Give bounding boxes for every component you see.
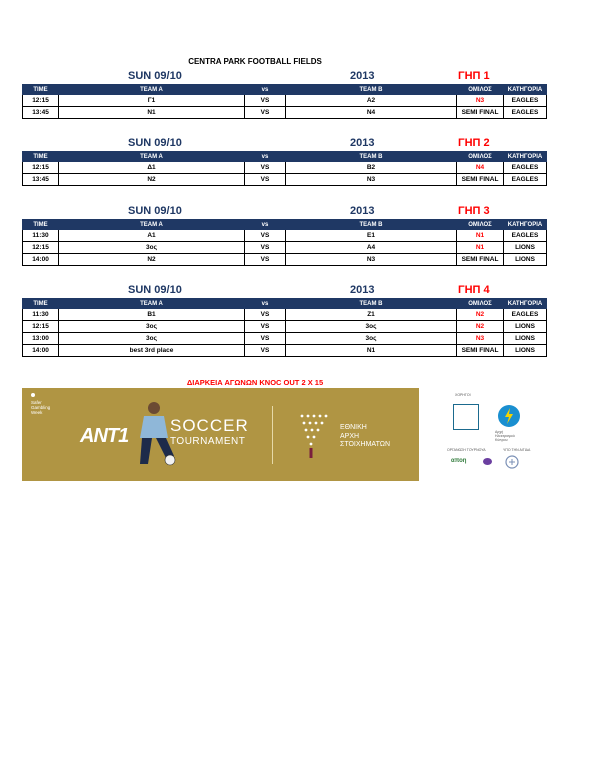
match-date: SUN 09/10 (128, 70, 182, 82)
column-header-group: ΟΜΙΛΟΣ (457, 299, 504, 309)
table-row (23, 230, 547, 242)
cell-vs: VS (245, 321, 286, 333)
column-header-group: ΟΜΙΛΟΣ (457, 220, 504, 230)
cell-group: N2 (457, 309, 504, 321)
match-date: SUN 09/10 (128, 137, 182, 149)
cell-time: 12:15 (23, 95, 59, 107)
organizer-logo-2 (483, 458, 492, 465)
table-row (23, 345, 547, 357)
cell-team-a: A1 (59, 230, 245, 242)
column-header-team-a: TEAM A (59, 299, 245, 309)
eac-logo (497, 404, 521, 428)
cell-vs: VS (245, 174, 286, 186)
column-header-category: ΚΑΤΗΓΟΡΙΑ (504, 299, 547, 309)
match-year: 2013 (350, 137, 375, 149)
cell-team-a: 3ος (59, 333, 245, 345)
table-header-row (23, 85, 547, 95)
cell-category: EAGLES (504, 174, 547, 186)
cell-vs: VS (245, 345, 286, 357)
cell-team-b: N3 (286, 254, 457, 266)
cell-team-b: N3 (286, 174, 457, 186)
pitch-label: ΓΗΠ 2 (458, 137, 490, 149)
cell-time: 14:00 (23, 254, 59, 266)
cell-team-b: A2 (286, 95, 457, 107)
cell-group: N3 (457, 333, 504, 345)
cell-vs: VS (245, 230, 286, 242)
column-header-category: ΚΑΤΗΓΟΡΙΑ (504, 152, 547, 162)
match-date: SUN 09/10 (128, 284, 182, 296)
cell-team-a: N2 (59, 174, 245, 186)
under-auspices-label: ΥΠΟ ΤΗΝ ΑΙΓΙΔΑ (503, 448, 531, 452)
page-title: CENTRA PARK FOOTBALL FIELDS (188, 57, 322, 66)
knockout-duration-note: ΔΙΑΡΚΕΙΑ ΑΓΩΝΩΝ ΚΝΟC OUT 2 X 15 (186, 378, 324, 387)
match-block (22, 205, 543, 266)
match-year: 2013 (350, 205, 375, 217)
cell-group: SEMI FINAL (457, 254, 504, 266)
column-header-team-b: TEAM B (286, 85, 457, 95)
organizer-logo: αποη (451, 458, 467, 464)
match-table (22, 298, 547, 357)
sponsors-panel (419, 388, 540, 481)
cell-team-b: N4 (286, 107, 457, 119)
cell-group: N4 (457, 162, 504, 174)
cell-team-a: B1 (59, 309, 245, 321)
column-header-time: TIME (23, 152, 59, 162)
cell-team-a: Δ1 (59, 162, 245, 174)
cell-group: N1 (457, 230, 504, 242)
cell-time: 13:45 (23, 107, 59, 119)
table-row (23, 254, 547, 266)
column-header-team-b: TEAM B (286, 152, 457, 162)
cell-time: 11:30 (23, 309, 59, 321)
cell-group: SEMI FINAL (457, 174, 504, 186)
ministry-logo (505, 455, 519, 469)
cell-time: 11:30 (23, 230, 59, 242)
sponsors-label: ΧΟΡΗΓΟΙ (455, 393, 471, 397)
cell-team-b: E1 (286, 230, 457, 242)
column-header-vs: vs (245, 220, 286, 230)
eac-text: Αρχή Ηλεκτρισμού Κύπρου (495, 430, 515, 442)
cell-group: N1 (457, 242, 504, 254)
cell-category: EAGLES (504, 162, 547, 174)
column-header-vs: vs (245, 152, 286, 162)
cell-team-b: Z1 (286, 309, 457, 321)
national-betting-authority-emblem (294, 410, 338, 460)
cell-team-a: N1 (59, 107, 245, 119)
column-header-team-a: TEAM A (59, 152, 245, 162)
soccer-wordmark: SOCCER (170, 416, 249, 435)
cell-team-b: B2 (286, 162, 457, 174)
cell-category: LIONS (504, 242, 547, 254)
table-row (23, 242, 547, 254)
column-header-team-b: TEAM B (286, 299, 457, 309)
cell-vs: VS (245, 95, 286, 107)
table-header-row (23, 152, 547, 162)
column-header-time: TIME (23, 220, 59, 230)
organizer-label: ΟΡΓΑΝΩΣΗ ΤΟΥΡΝΟΥΑ (447, 448, 486, 452)
cell-vs: VS (245, 333, 286, 345)
cell-vs: VS (245, 254, 286, 266)
match-block (22, 284, 543, 357)
pitch-label: ΓΗΠ 4 (458, 284, 490, 296)
block-header (22, 205, 540, 219)
match-table (22, 84, 547, 119)
match-block (22, 70, 543, 119)
cell-group: SEMI FINAL (457, 345, 504, 357)
column-header-group: ΟΜΙΛΟΣ (457, 85, 504, 95)
column-header-group: ΟΜΙΛΟΣ (457, 152, 504, 162)
cell-category: EAGLES (504, 95, 547, 107)
match-table (22, 219, 547, 266)
table-row (23, 309, 547, 321)
table-row (23, 174, 547, 186)
cell-team-b: 3ος (286, 321, 457, 333)
cell-time: 14:00 (23, 345, 59, 357)
cell-category: LIONS (504, 321, 547, 333)
cell-vs: VS (245, 107, 286, 119)
match-year: 2013 (350, 70, 375, 82)
safer-gambling-week-logo (31, 393, 35, 397)
cell-time: 13:45 (23, 174, 59, 186)
cell-team-b: A4 (286, 242, 457, 254)
cell-team-a: Γ1 (59, 95, 245, 107)
cell-category: EAGLES (504, 107, 547, 119)
sponsor-logo-1 (453, 404, 479, 430)
table-row (23, 107, 547, 119)
cell-team-a: 3ος (59, 321, 245, 333)
match-date: SUN 09/10 (128, 205, 182, 217)
cell-category: EAGLES (504, 309, 547, 321)
table-row (23, 95, 547, 107)
cell-category: LIONS (504, 345, 547, 357)
column-header-time: TIME (23, 299, 59, 309)
table-header-row (23, 299, 547, 309)
column-header-vs: vs (245, 299, 286, 309)
cell-team-b: 3ος (286, 333, 457, 345)
table-row (23, 333, 547, 345)
ant1-logo: ANT1 (80, 425, 129, 447)
cell-time: 13:00 (23, 333, 59, 345)
cell-time: 12:15 (23, 242, 59, 254)
column-header-team-a: TEAM A (59, 85, 245, 95)
cell-category: EAGLES (504, 230, 547, 242)
tournament-banner (22, 388, 540, 481)
column-header-vs: vs (245, 85, 286, 95)
column-header-category: ΚΑΤΗΓΟΡΙΑ (504, 85, 547, 95)
cell-vs: VS (245, 242, 286, 254)
column-header-time: TIME (23, 85, 59, 95)
column-header-category: ΚΑΤΗΓΟΡΙΑ (504, 220, 547, 230)
cell-team-a: best 3rd place (59, 345, 245, 357)
cell-team-a: N2 (59, 254, 245, 266)
safer-gambling-week-text: Safer Gambling Week (31, 400, 51, 415)
cell-category: LIONS (504, 333, 547, 345)
pitch-label: ΓΗΠ 1 (458, 70, 490, 82)
pitch-label: ΓΗΠ 3 (458, 205, 490, 217)
cell-group: SEMI FINAL (457, 107, 504, 119)
cell-team-a: 3ος (59, 242, 245, 254)
match-table (22, 151, 547, 186)
banner-divider (272, 406, 273, 464)
cell-group: N2 (457, 321, 504, 333)
tournament-wordmark: TOURNAMENT (170, 436, 246, 447)
block-header (22, 70, 540, 84)
match-year: 2013 (350, 284, 375, 296)
cell-vs: VS (245, 162, 286, 174)
cell-group: N3 (457, 95, 504, 107)
national-betting-authority-text: ΕΘΝΙΚΗ ΑΡΧΗ ΣΤΟΙΧΗΜΑΤΩΝ (340, 424, 391, 448)
block-header (22, 137, 540, 151)
column-header-team-b: TEAM B (286, 220, 457, 230)
cell-team-b: N1 (286, 345, 457, 357)
table-row (23, 321, 547, 333)
match-block (22, 137, 543, 186)
cell-time: 12:15 (23, 162, 59, 174)
cell-time: 12:15 (23, 321, 59, 333)
table-row (23, 162, 547, 174)
cell-vs: VS (245, 309, 286, 321)
column-header-team-a: TEAM A (59, 220, 245, 230)
cell-category: LIONS (504, 254, 547, 266)
block-header (22, 284, 540, 298)
table-header-row (23, 220, 547, 230)
